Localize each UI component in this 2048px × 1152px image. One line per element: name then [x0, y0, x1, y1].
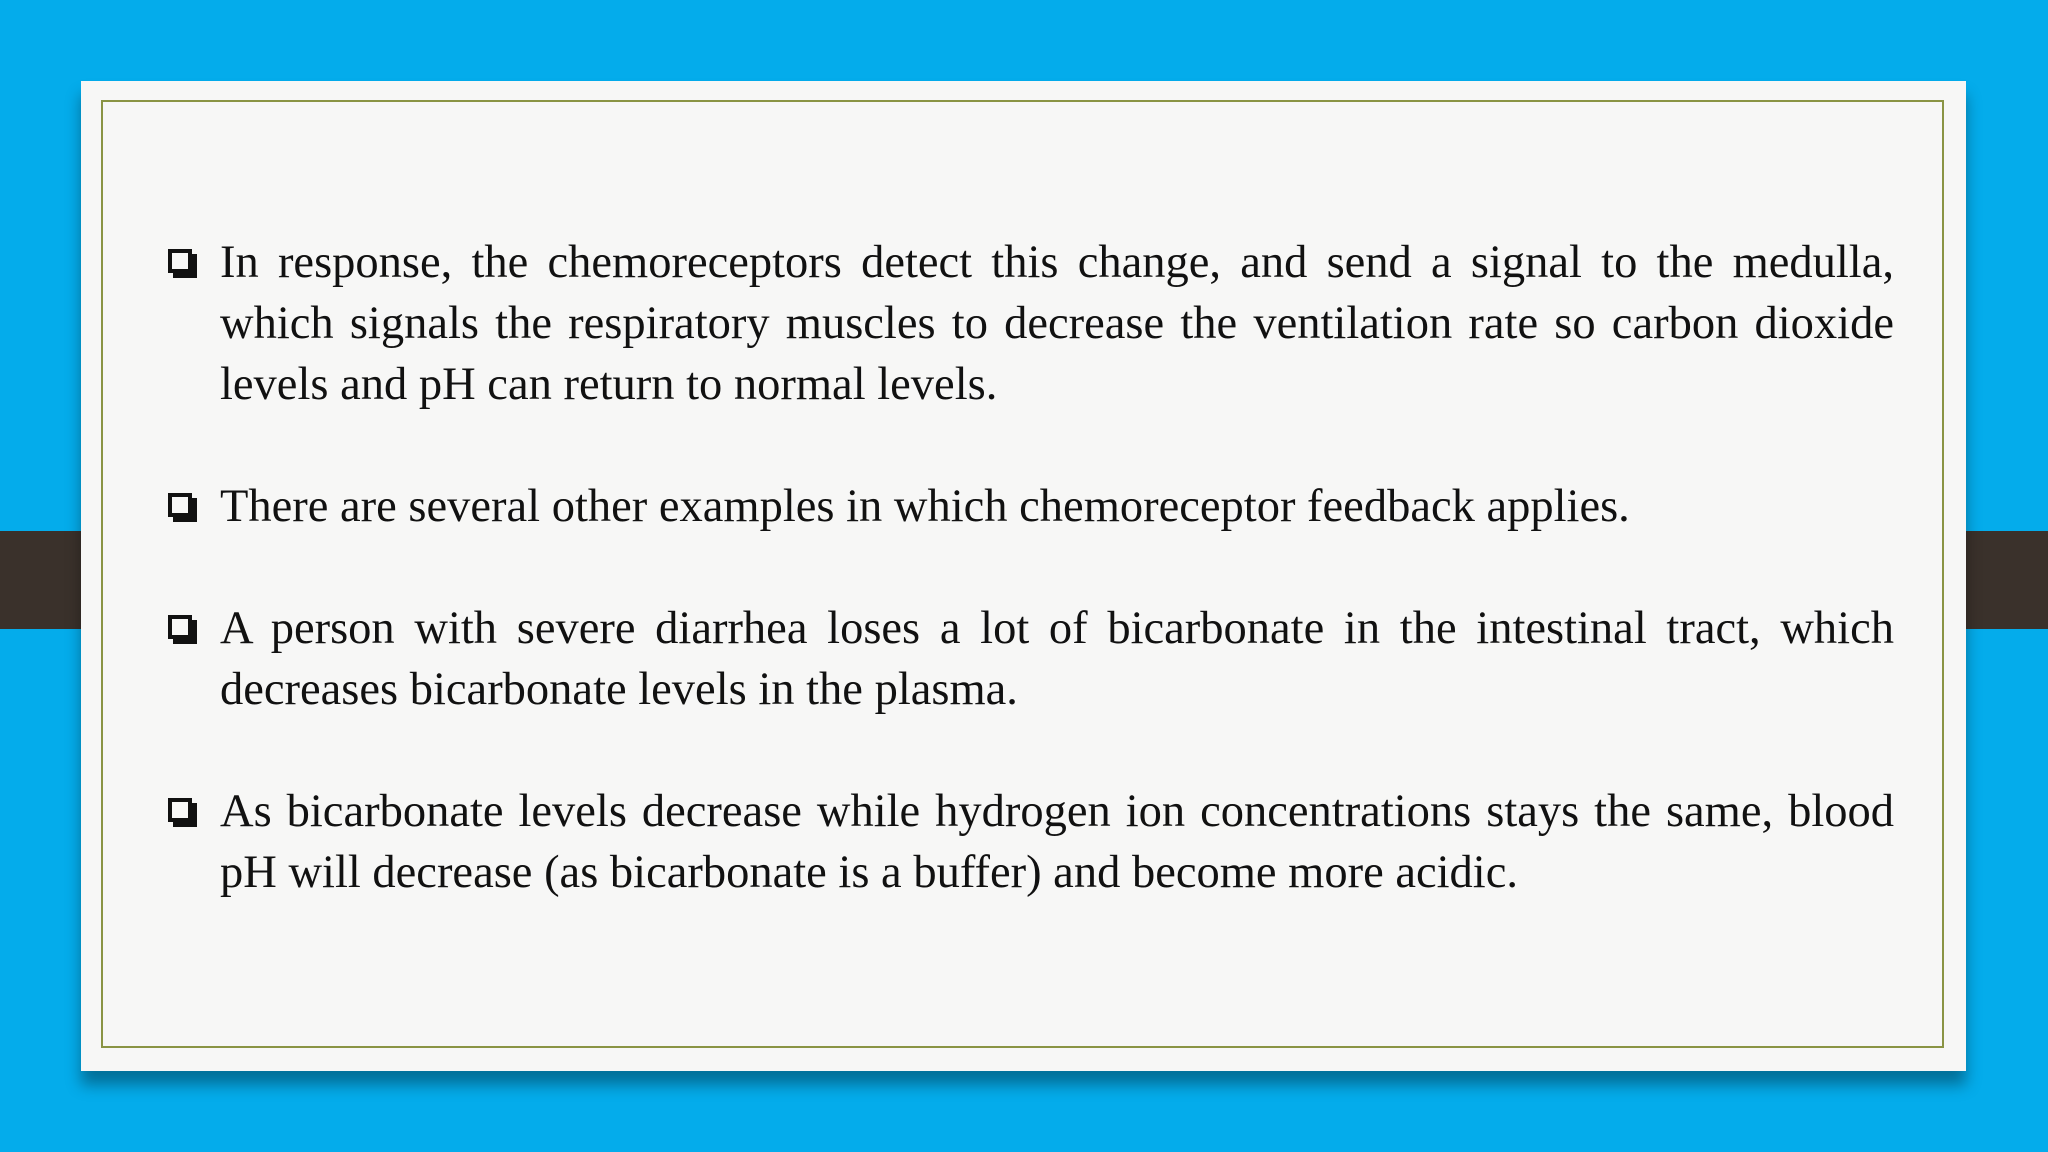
- bullet-text: There are several other examples in which chemoreceptor feedback applies.: [220, 481, 1630, 532]
- checkbox-icon: [168, 798, 192, 822]
- checkbox-icon: [168, 493, 192, 517]
- bullet-text: In response, the chemoreceptors detect this change, and send a signal to the medulla, which signals the respiratory muscles to decrease the ventilation rate so carbon dioxide levels and pH can return to normal levels.: [220, 237, 1894, 410]
- bullet-item: [166, 781, 1894, 903]
- bullet-item: [166, 476, 1894, 537]
- bullet-item: [166, 598, 1894, 720]
- checkbox-icon: [168, 249, 192, 273]
- bullet-item: [166, 232, 1894, 415]
- bullet-list: [166, 232, 1894, 903]
- bullet-text: As bicarbonate levels decrease while hydrogen ion concentrations stays the same, blood pH will decrease (as bicarbonate is a buffer) and become more acidic.: [220, 786, 1894, 898]
- bullet-text: A person with severe diarrhea loses a lot of bicarbonate in the intestinal tract, which decreases bicarbonate levels in the plasma.: [220, 603, 1894, 715]
- checkbox-icon: [168, 615, 192, 639]
